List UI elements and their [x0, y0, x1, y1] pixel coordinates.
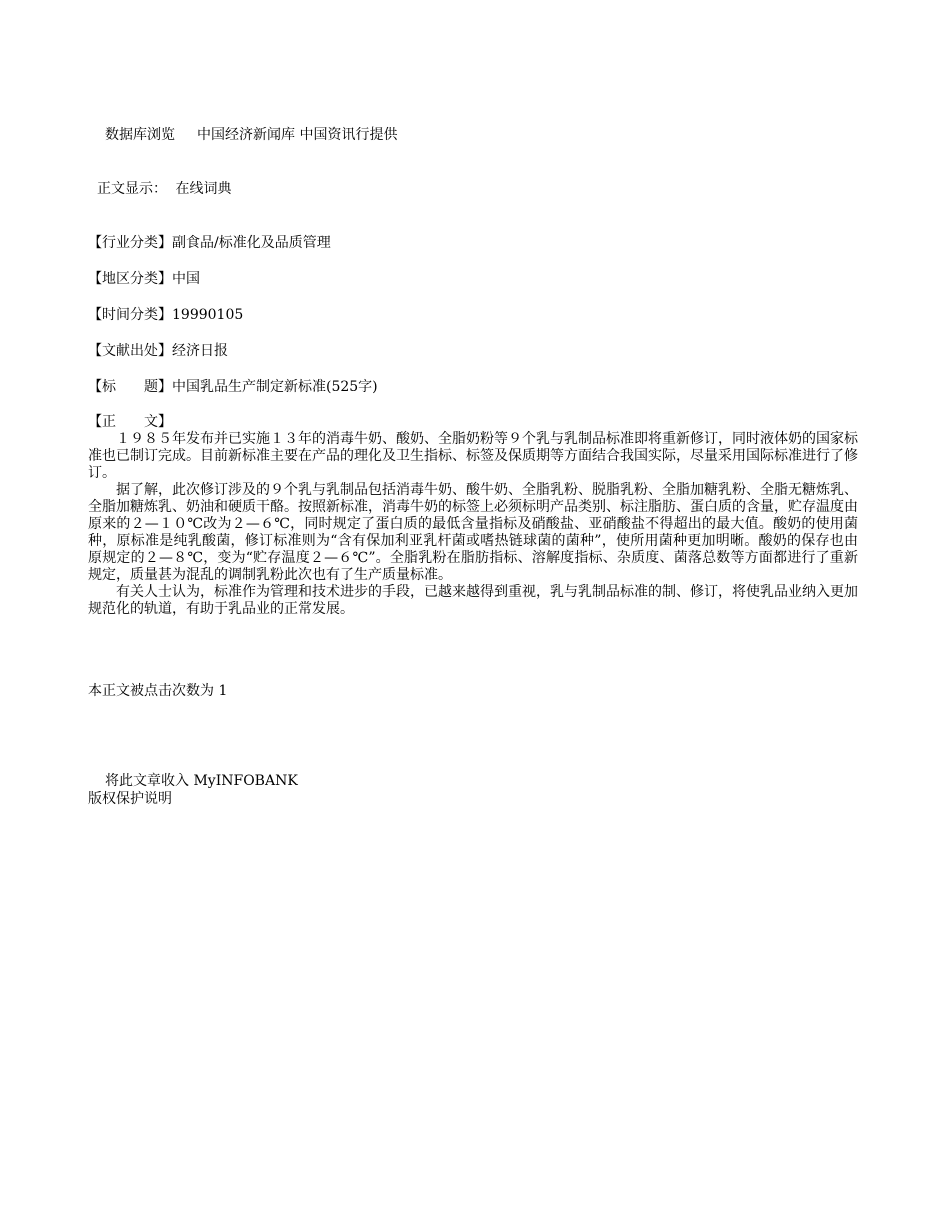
meta-label: 【标 题】: [88, 379, 172, 395]
meta-label: 【行业分类】: [88, 235, 172, 251]
paragraph: １９８５年发布并已实施１３年的消毒牛奶、酸奶、全脂奶粉等９个乳与乳制品标准即将重新修订，同时液体奶的国家标准也已制订完成。目前新标准主要在产品的理化及卫生指标、标签及保质期等方面结合我国实际，尽量采用国际标准进行了修订。: [88, 431, 858, 481]
database-name: 中国经济新闻库: [197, 127, 295, 143]
provider-label: 中国资讯行提供: [299, 127, 398, 143]
meta-value: 中国: [172, 271, 200, 287]
save-to-myinfobank-link[interactable]: 将此文章收入 MyINFOBANK: [105, 773, 298, 789]
meta-region: [88, 270, 200, 288]
meta-value: 经济日报: [172, 343, 228, 359]
meta-title: [88, 378, 378, 396]
meta-value: 副食品/标准化及品质管理: [172, 235, 331, 251]
online-dictionary-link[interactable]: 在线词典: [175, 181, 232, 197]
article-body: [88, 431, 858, 618]
meta-value: 19990105: [172, 307, 244, 323]
meta-date: [88, 306, 243, 324]
click-count: 本正文被点击次数为 1: [88, 683, 228, 699]
display-label: 正文显示：: [97, 181, 167, 197]
paragraph: 据了解，此次修订涉及的９个乳与乳制品包括消毒牛奶、酸牛奶、全脂乳粉、脱脂乳粉、全脂加糖乳粉、全脂无糖炼乳、全脂加糖炼乳、奶油和硬质干酪。按照新标准，消毒牛奶的标签上必须标明产品类别、标注脂肪、蛋白质的含量，贮存温度由原来的２—１０℃改为２—６℃，同时规定了蛋白质的最低含量指标及硝酸盐、亚硝酸盐不得超出的最大值。酸奶的使用菌种，原标准是纯乳酸菌，修订标准则为“含有保加利亚乳杆菌或嗜热链球菌的菌种”，使所用菌种更加明晰。酸奶的保存也由原规定的２—８℃，变为“贮存温度２—６℃”。全脂乳粉在脂肪指标、溶解度指标、杂质度、菌落总数等方面都进行了重新规定，质量甚为混乱的调制乳粉此次也有了生产质量标准。: [88, 482, 858, 583]
meta-label: 【时间分类】: [88, 307, 172, 323]
paragraph: 有关人士认为，标准作为管理和技术进步的手段，已越来越得到重视，乳与乳制品标准的制、修订，将使乳品业纳入更加规范化的轨道，有助于乳品业的正常发展。: [88, 584, 858, 617]
article-label: 【正 文】: [88, 414, 172, 430]
nav-bar: [105, 126, 397, 144]
meta-label: 【地区分类】: [88, 271, 172, 287]
display-bar: [97, 180, 231, 198]
copyright-link[interactable]: 版权保护说明: [88, 791, 172, 807]
meta-industry: [88, 234, 331, 252]
meta-label: 【文献出处】: [88, 343, 172, 359]
database-browse-link[interactable]: 数据库浏览: [105, 127, 175, 143]
article-title: 中国乳品生产制定新标准(525字): [172, 379, 378, 395]
meta-source: [88, 342, 228, 360]
